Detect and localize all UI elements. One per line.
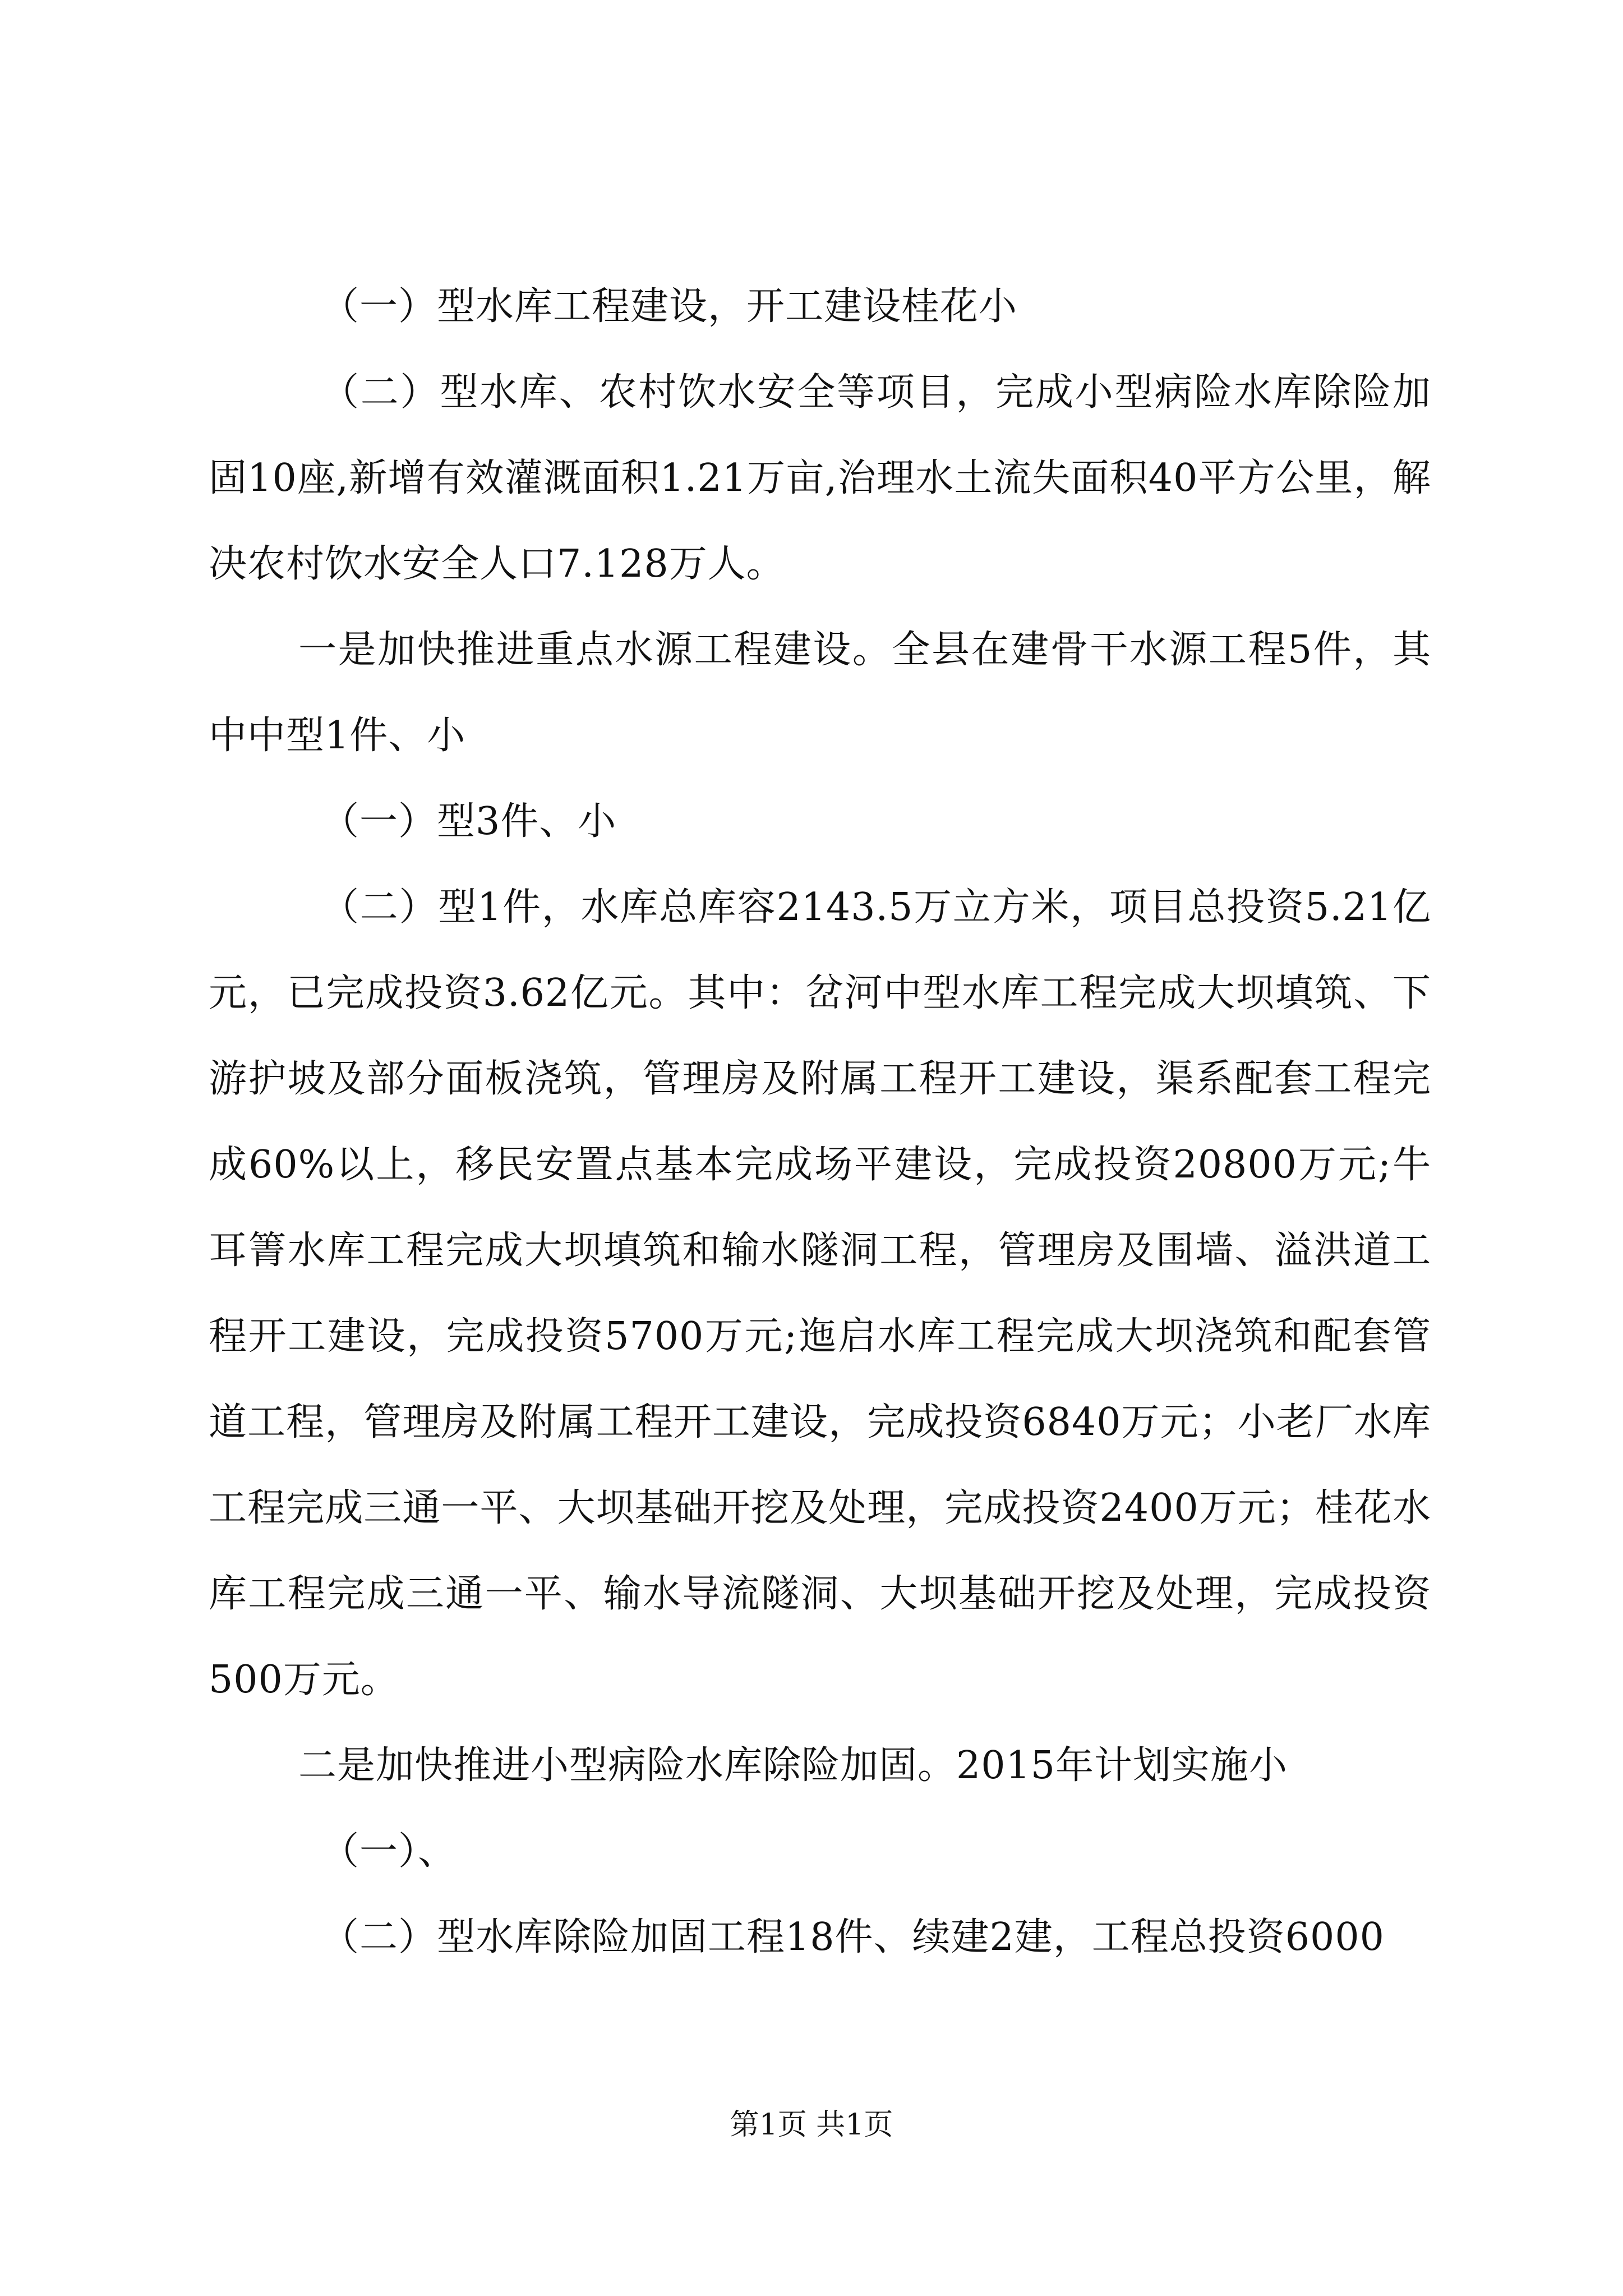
paragraph: （二）型水库、农村饮水安全等项目，完成小型病险水库除险加固10座,新增有效灌溉面积1.21万亩,治理水土流失面积40平方公里，解决农村饮水安全人口7.128万人。 [209, 370, 1431, 586]
paragraph: （一）、 [321, 1829, 457, 1874]
paragraph: （二）型水库除险加固工程18件、续建2建，工程总投资6000 [321, 1915, 1385, 1959]
paragraph: （一）型水库工程建设，开工建设桂花小 [321, 284, 1018, 329]
document-body [209, 264, 1431, 1980]
paragraph: （二）型1件，水库总库容2143.5万立方米，项目总投资5.21亿元，已完成投资3.62亿元。其中：岔河中型水库工程完成大坝填筑、下游护坡及部分面板浇筑，管理房及附属工程开工建设，渠系配套工程完成60%以上，移民安置点基本完成场平建设，完成投资20800万元;牛耳箐水库工程完成大坝填筑和输水隧洞工程，管理房及围墙、溢洪道工程开工建设，完成投资5700万元;迤启水库工程完成大坝浇筑和配套管道工程，管理房及附属工程开工建设，完成投资6840万元；小老厂水库工程完成三通一平、大坝基础开挖及处理，完成投资2400万元；桂花水库工程完成三通一平、输水导流隧洞、大坝基础开挖及处理，完成投资500万元。 [209, 885, 1431, 1702]
paragraph: 二是加快推进小型病险水库除险加固。2015年计划实施小 [298, 1743, 1288, 1788]
paragraph: 一是加快推进重点水源工程建设。全县在建骨干水源工程5件，其中中型1件、小 [209, 628, 1431, 758]
page-number-footer: 第1页 共1页 [730, 2108, 893, 2142]
paragraph: （一）型3件、小 [321, 799, 617, 844]
